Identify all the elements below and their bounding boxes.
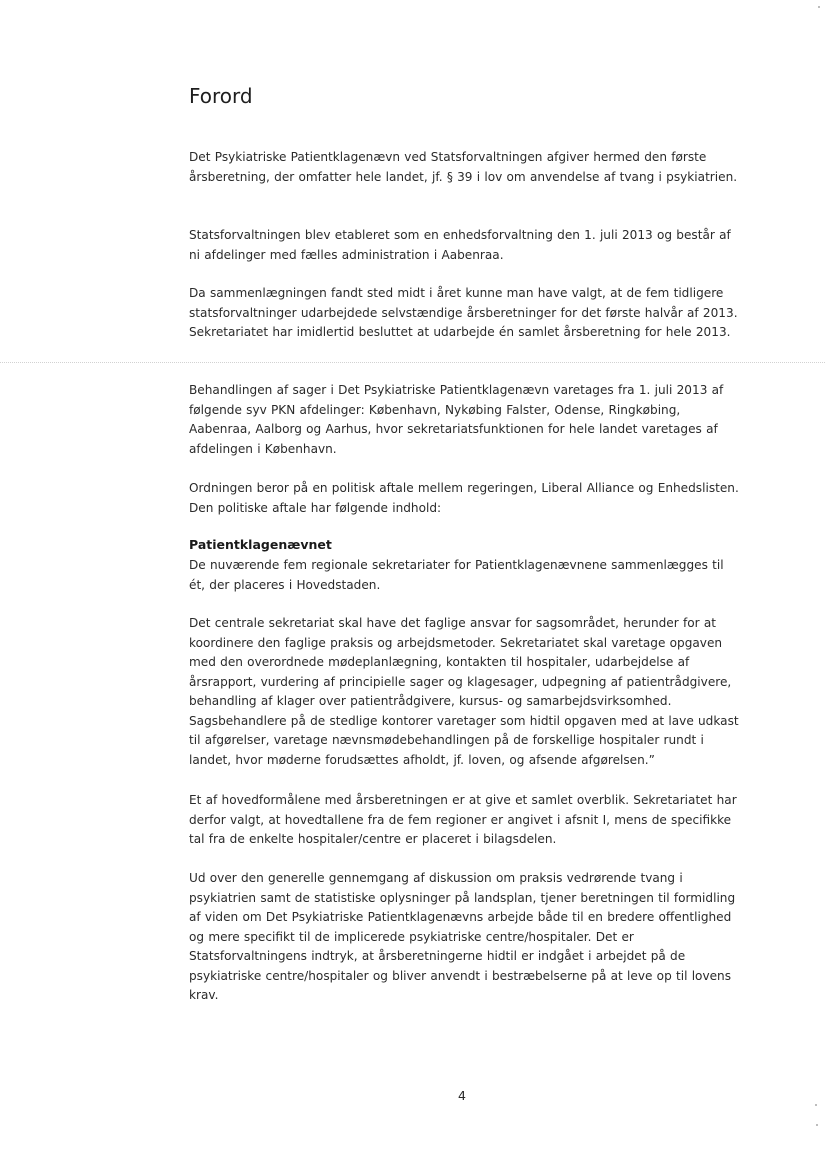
page-number: 4 [458, 1088, 466, 1103]
scan-artifact-mark [818, 6, 820, 8]
paragraph-merger: Da sammenlægningen fandt sted midt i året kunne man have valgt, at de fem tidligere statsforvaltninger udarbejdede selvstændige årsberetninger for det første halvår af 2013. Sekretariatet har imidlertid besluttet at udarbejde én samlet årsberetning for hele 2013. [189, 286, 738, 339]
scan-artifact-line [0, 362, 825, 363]
paragraph-central-secretariat: Det centrale sekretariat skal have det faglige ansvar for sagsområdet, herunder for at koordinere den faglige praksis og arbejdsmetoder. Sekretariatet skal varetage opgaven med den overordnede mødeplanlægning, kontakten til hospitaler, udarbejdelse af årsrapport, vurdering af principielle sager og klagesager, udpegning af patientrådgivere, behandling af klager over patientrådgivere, kursus- og samarbejdsvirksomhed. Sagsbehandlere på de stedlige kontorer varetager som hidtil opgaven med at lave udkast til afgørelser, varetage nævnsmødebehandlingen på de forskellige hospitaler rundt i landet, hvor møderne forudsættes afholdt, jf. loven, og afsende afgørelsen.” [189, 616, 739, 767]
paragraph-case-handling: Behandlingen af sager i Det Psykiatriske Patientklagenævn varetages fra 1. juli 2013 af følgende syv PKN afdelinger: København, Nykøbing Falster, Odense, Ringkøbing, Aabenraa, Aalborg og Aarhus, hvor sekretariatsfunktionen for hele landet varetages af afdelingen i København. [189, 383, 724, 456]
paragraph-secretariats: De nuværende fem regionale sekretariater for Patientklagenævnene sammenlægges til ét, der placeres i Hovedstaden. [189, 558, 724, 592]
scan-artifact-mark [815, 1104, 817, 1106]
paragraph-overview: Et af hovedformålene med årsberetningen er at give et samlet overblik. Sekretariatet har derfor valgt, at hovedtallene fra de fem regioner er angivet i afsnit I, mens de specifikke tal fra de enkelte hospitaler/centre er placeret i bilagsdelen. [189, 793, 737, 846]
paragraph-intro: Det Psykiatriske Patientklagenævn ved Statsforvaltningen afgiver hermed den første årsberetning, der omfatter hele landet, jf. § 39 i lov om anvendelse af tvang i psykiatrien. [189, 150, 738, 184]
page-title: Forord [189, 84, 253, 108]
section-heading: Patientklagenævnet [189, 537, 332, 552]
scan-artifact-mark [816, 1124, 818, 1126]
paragraph-dissemination: Ud over den generelle gennemgang af diskussion om praksis vedrørende tvang i psykiatrien samt de statistiske oplysninger på landsplan, tjener beretningen til formidling af viden om Det Psykiatriske Patientklagenævns arbejde både til en bredere offentlighed og mere specifikt til de implicerede psykiatriske centre/hospitaler. Det er Statsforvaltningens indtryk, at årsberetningerne hidtil er indgået i arbejdet på de psykiatriske centre/hospitaler og bliver anvendt i bestræbelserne på at leve op til lovens krav. [189, 871, 736, 1002]
paragraph-political-agreement: Ordningen beror på en politisk aftale mellem regeringen, Liberal Alliance og Enhedslisten. Den politiske aftale har følgende indhold: [189, 481, 739, 515]
paragraph-establishment: Statsforvaltningen blev etableret som en enhedsforvaltning den 1. juli 2013 og består af ni afdelinger med fælles administration i Aabenraa. [189, 228, 731, 262]
